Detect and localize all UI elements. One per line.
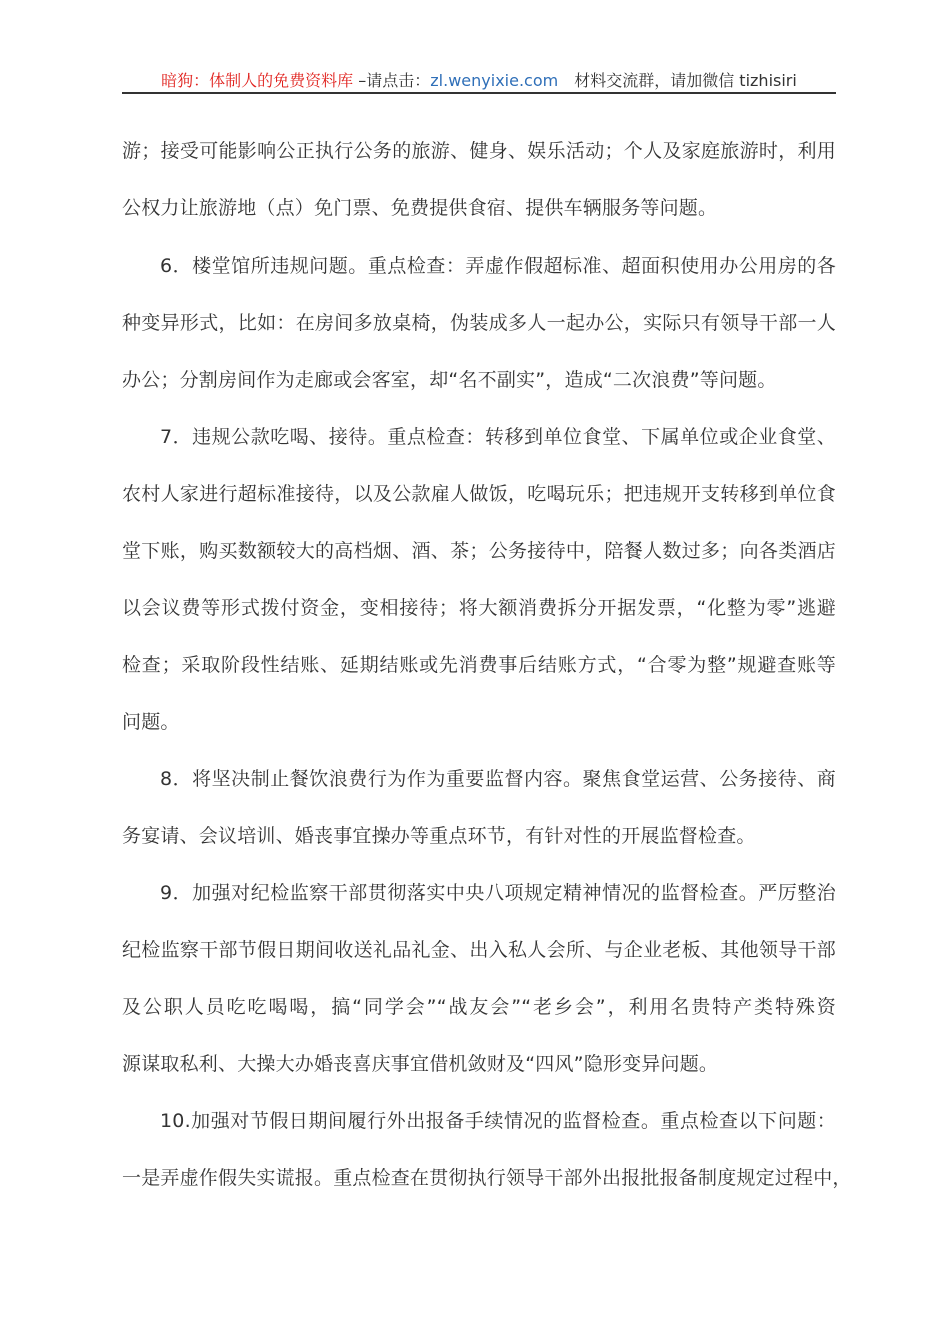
header-group-note: 材料交流群，请加微信 tizhisiri <box>558 71 797 90</box>
text-line: 办公；分割房间作为走廊或会客室，却“名不副实”，造成“二次浪费”等问题。 <box>122 369 777 391</box>
text-line: 一是弄虚作假失实谎报。重点检查在贯彻执行领导干部外出报批报备制度规定过程中， <box>122 1167 852 1189</box>
paragraph-10-line: 10.加强对节假日期间履行外出报备手续情况的监督检查。重点检查以下问题： <box>160 1110 836 1132</box>
paragraph-9-line: 9．加强对纪检监察干部贯彻落实中央八项规定精神情况的监督检查。严厉整治 <box>160 882 836 904</box>
text-line: 农村人家进行超标准接待，以及公款雇人做饭，吃喝玩乐；把违规开支转移到单位食 <box>122 483 836 505</box>
text-line: 种变异形式，比如：在房间多放桌椅，伪装成多人一起办公，实际只有领导干部一人 <box>122 312 836 334</box>
header-brand: 暗狗：体制人的免费资料库 <box>161 71 354 90</box>
text-line: 公权力让旅游地（点）免门票、免费提供食宿、提供车辆服务等问题。 <box>122 197 718 219</box>
text-line: 以会议费等形式拨付资金，变相接待；将大额消费拆分开据发票，“化整为零”逃避 <box>122 597 836 619</box>
text-line: 问题。 <box>122 711 180 733</box>
text-line: 检查；采取阶段性结账、延期结账或先消费事后结账方式，“合零为整”规避查账等 <box>122 654 836 676</box>
paragraph-8-line: 8．将坚决制止餐饮浪费行为作为重要监督内容。聚焦食堂运营、公务接待、商 <box>160 768 836 790</box>
text-line: 堂下账，购买数额较大的高档烟、酒、茶；公务接待中，陪餐人数过多；向各类酒店 <box>122 540 836 562</box>
page-header <box>122 68 836 94</box>
text-line: 源谋取私利、大操大办婚丧喜庆事宜借机敛财及“四风”隐形变异问题。 <box>122 1053 719 1075</box>
text-line: 游；接受可能影响公正执行公务的旅游、健身、娱乐活动；个人及家庭旅游时，利用 <box>122 140 836 162</box>
paragraph-7-line: 7．违规公款吃喝、接待。重点检查：转移到单位食堂、下属单位或企业食堂、 <box>160 426 836 448</box>
text-line: 纪检监察干部节假日期间收送礼品礼金、出入私人会所、与企业老板、其他领导干部 <box>122 939 836 961</box>
text-line: 及公职人员吃吃喝喝，搞“同学会”“战友会”“老乡会”，利用名贵特产类特殊资 <box>122 996 836 1018</box>
header-click-prompt: –请点击： <box>353 71 431 90</box>
header-divider <box>122 92 836 94</box>
paragraph-6-line: 6．楼堂馆所违规问题。重点检查：弄虚作假超标准、超面积使用办公用房的各 <box>160 255 836 277</box>
text-line: 务宴请、会议培训、婚丧事宜操办等重点环节，有针对性的开展监督检查。 <box>122 825 756 847</box>
header-url-link[interactable]: zl.wenyixie.com <box>430 71 559 90</box>
